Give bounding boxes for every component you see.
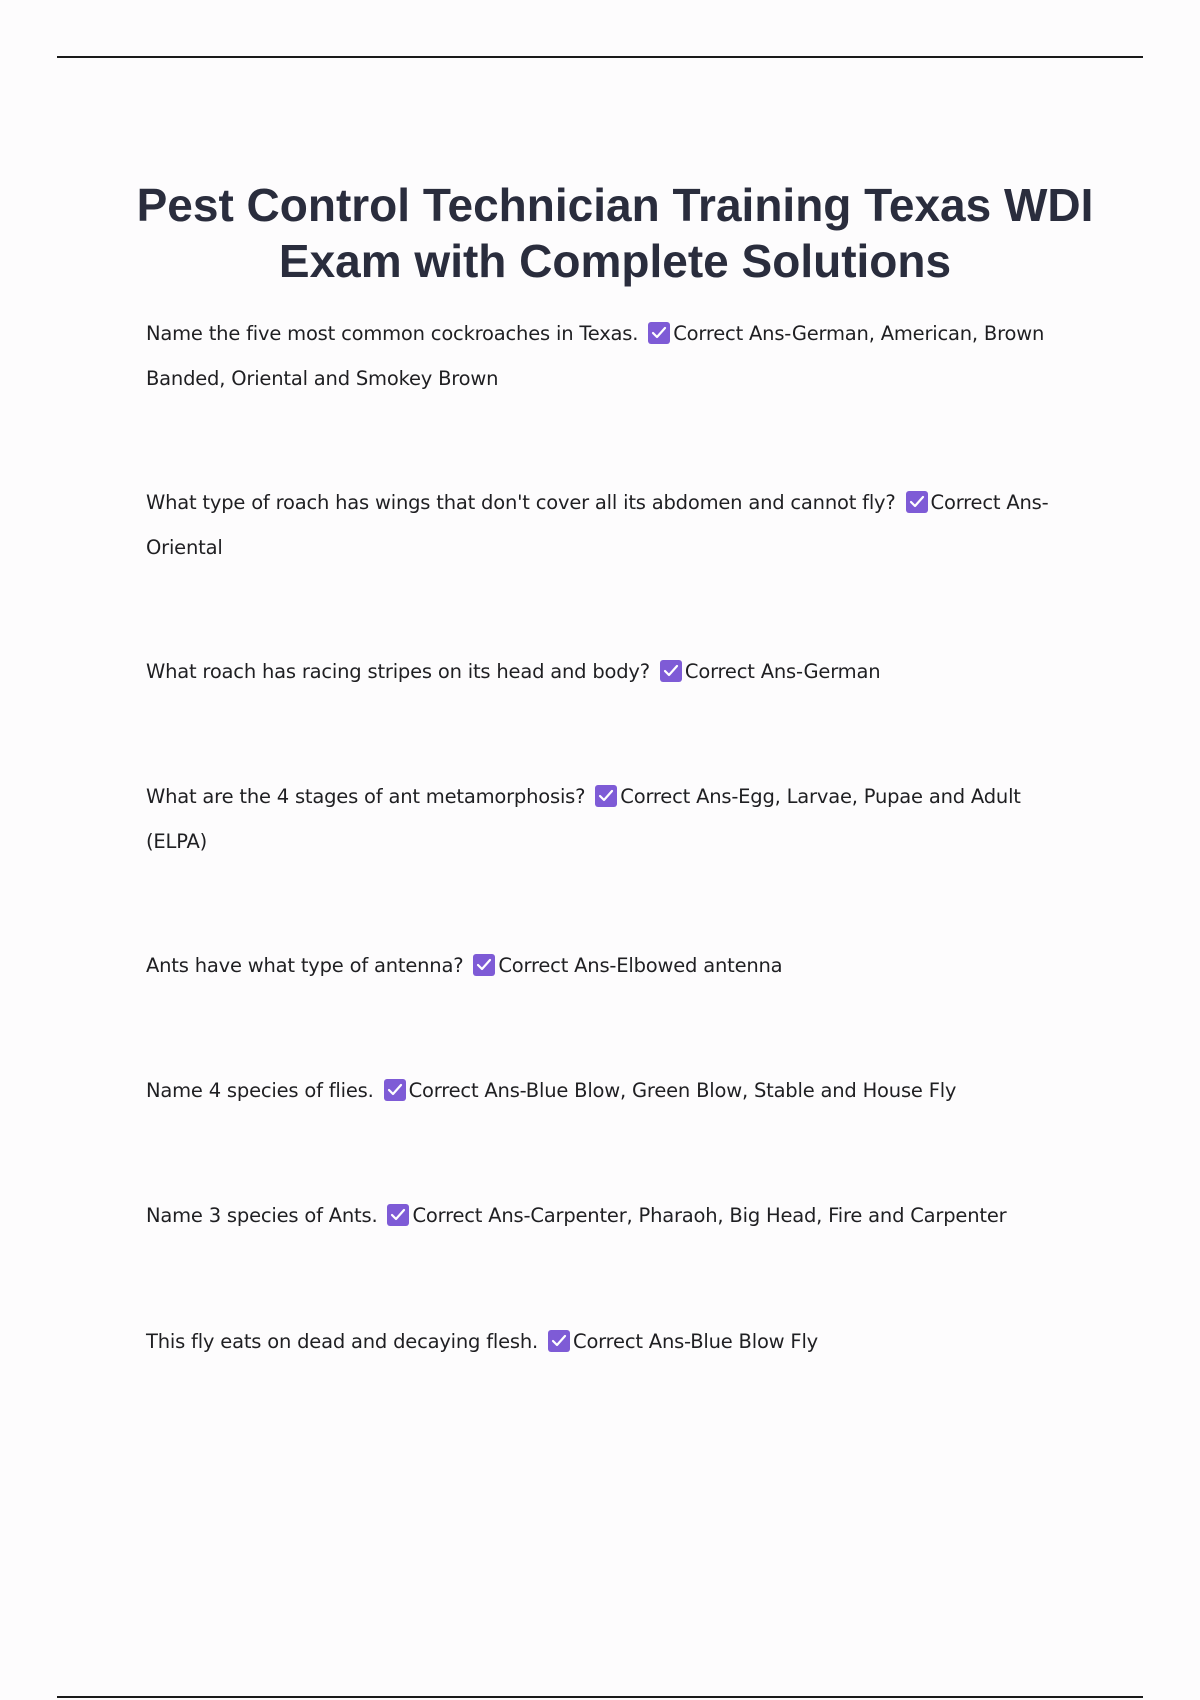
answer-text: Correct Ans-Blue Blow Fly: [573, 1330, 818, 1353]
bottom-divider: [57, 1696, 1143, 1698]
question-text: This fly eats on dead and decaying flesh.: [146, 1330, 539, 1353]
question-text: Name the five most common cockroaches in Texas.: [146, 322, 639, 345]
question-text: What type of roach has wings that don't cover all its abdomen and cannot fly?: [146, 491, 896, 514]
qa-item: [146, 775, 1076, 864]
question-text: Ants have what type of antenna?: [146, 954, 464, 977]
checkmark-box-icon: [906, 491, 928, 513]
checkmark-box-icon: [660, 660, 682, 682]
checkmark-box-icon: [648, 322, 670, 344]
answer-text: Correct Ans-Egg, Larvae, Pupae and Adult (ELPA): [146, 785, 1021, 853]
qa-item: [146, 944, 1076, 989]
answer-text: Correct Ans-Carpenter, Pharaoh, Big Head, Fire and Carpenter: [412, 1204, 1007, 1227]
qa-item: [146, 650, 1076, 695]
question-text: Name 3 species of Ants.: [146, 1204, 378, 1227]
checkmark-box-icon: [473, 954, 495, 976]
top-divider: [57, 56, 1143, 58]
answer-text: Correct Ans-German, American, Brown Banded, Oriental and Smokey Brown: [146, 322, 1045, 390]
answer-text: Correct Ans-Oriental: [146, 491, 1049, 559]
answer-text: Correct Ans-Elbowed antenna: [498, 954, 783, 977]
question-text: Name 4 species of flies.: [146, 1079, 374, 1102]
answer-text: Correct Ans-Blue Blow, Green Blow, Stable and House Fly: [408, 1079, 957, 1102]
qa-item: [146, 1320, 1076, 1365]
qa-item: [146, 312, 1076, 401]
checkmark-box-icon: [595, 785, 617, 807]
answer-text: Correct Ans-German: [684, 660, 881, 683]
document-title: Pest Control Technician Training Texas WDI Exam with Complete Solutions: [136, 178, 1094, 287]
checkmark-box-icon: [387, 1204, 409, 1226]
qa-item: [146, 1069, 1076, 1114]
question-text: What roach has racing stripes on its head and body?: [146, 660, 650, 683]
question-text: What are the 4 stages of ant metamorphosis?: [146, 785, 586, 808]
checkmark-box-icon: [384, 1079, 406, 1101]
qa-item: [146, 481, 1076, 570]
checkmark-box-icon: [548, 1330, 570, 1352]
qa-item: [146, 1194, 1076, 1239]
